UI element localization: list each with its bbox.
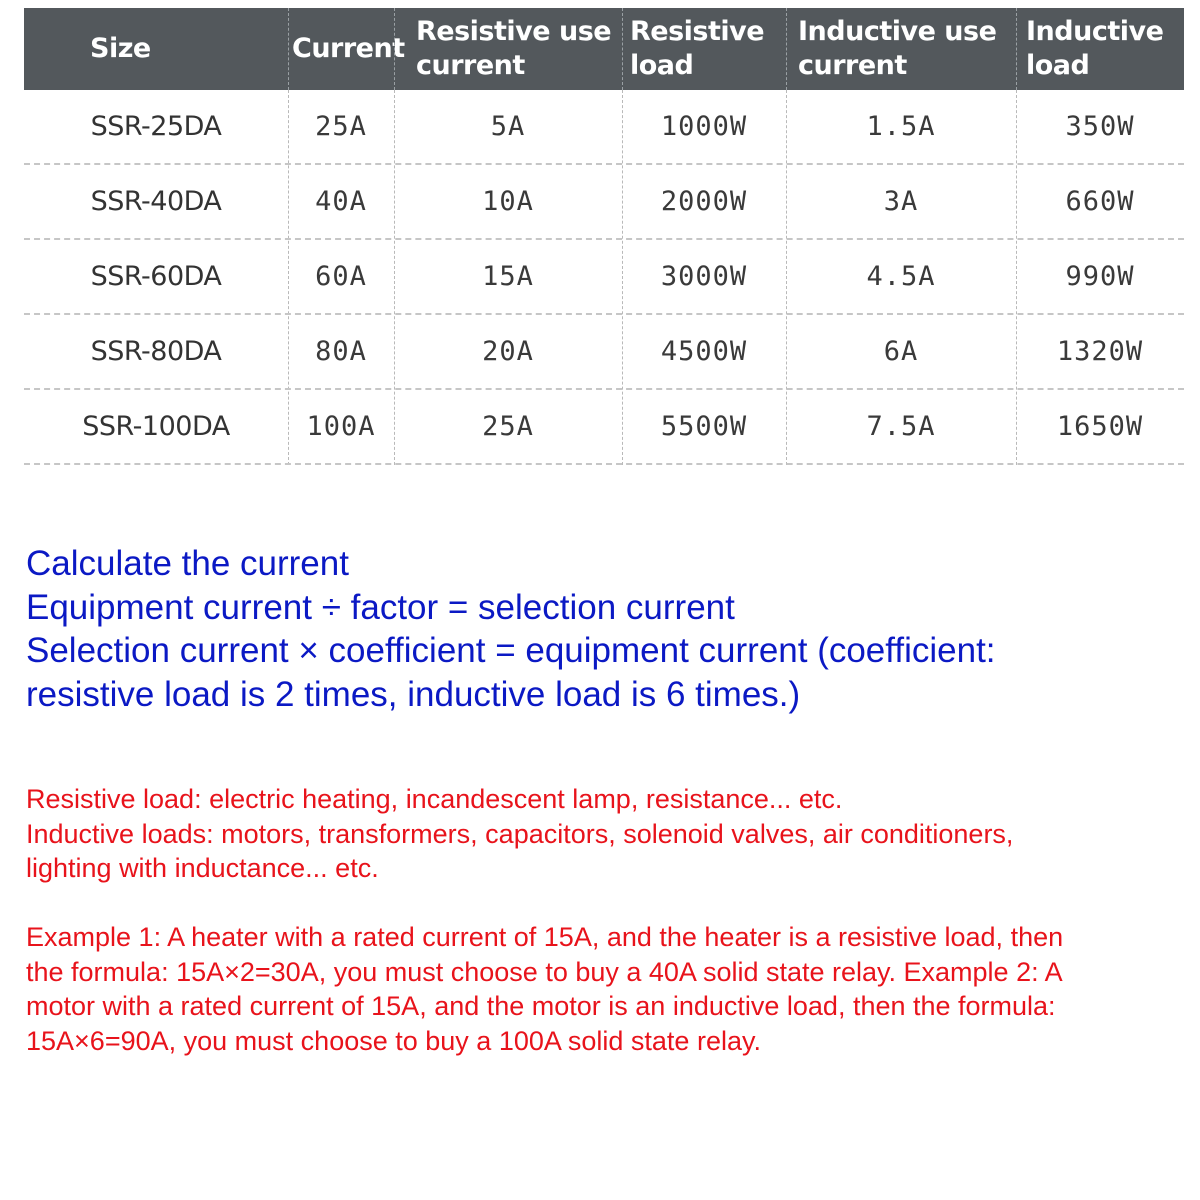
- cell-inductive-use-current: 4.5A: [866, 261, 936, 292]
- cell-inductive-load: 660W: [1065, 186, 1135, 217]
- cell-inductive-load: 350W: [1065, 111, 1135, 142]
- cell-size: SSR-25DA: [90, 111, 222, 142]
- calc-line: Selection current × coefficient = equipment current (coefficient:: [26, 631, 996, 670]
- example-line: the formula: 15A×2=30A, you must choose to buy a 40A solid state relay. Example 2: A: [26, 956, 1063, 987]
- column-divider: [394, 8, 395, 90]
- header-resistive-use-current-line2: current: [416, 50, 525, 81]
- cell-inductive-use-current: 3A: [883, 186, 919, 217]
- table-row: [24, 90, 1184, 165]
- cell-current: 25A: [315, 111, 367, 142]
- cell-size: SSR-60DA: [90, 261, 222, 292]
- table-row: [24, 240, 1184, 315]
- header-current: [292, 8, 405, 90]
- column-divider: [622, 8, 623, 90]
- cell-inductive-use-current: 1.5A: [866, 111, 936, 142]
- cell-inductive-load: 1320W: [1056, 336, 1144, 367]
- cell-size: SSR-100DA: [82, 411, 230, 442]
- cell-current: 60A: [315, 261, 367, 292]
- header-inductive-use-current-line1: Inductive use: [798, 16, 997, 47]
- cell-current: 40A: [315, 186, 367, 217]
- header-size-label: Size: [90, 33, 151, 64]
- header-inductive-load-line1: Inductive: [1026, 16, 1164, 47]
- header-resistive-load-line1: Resistive: [630, 16, 765, 47]
- column-divider: [786, 8, 787, 90]
- table-row: [24, 390, 1184, 465]
- table-body: [24, 90, 1184, 465]
- cell-current: 100A: [306, 411, 376, 442]
- header-inductive-load: [1026, 8, 1163, 90]
- load-line: Inductive loads: motors, transformers, capacitors, solenoid valves, air conditioners,: [26, 818, 1014, 849]
- cell-resistive-load: 5500W: [660, 411, 748, 442]
- header-inductive-use-current: [798, 8, 996, 90]
- header-inductive-use-current-line2: current: [798, 50, 907, 81]
- cell-inductive-use-current: 7.5A: [866, 411, 936, 442]
- column-divider: [1016, 8, 1017, 90]
- cell-resistive-use-current: 5A: [490, 111, 526, 142]
- cell-resistive-load: 3000W: [660, 261, 748, 292]
- calculation-formula: [26, 542, 1186, 716]
- cell-inductive-use-current: 6A: [883, 336, 919, 367]
- cell-size: SSR-40DA: [90, 186, 222, 217]
- header-resistive-use-current: [416, 8, 611, 90]
- column-divider: [288, 8, 289, 90]
- cell-resistive-use-current: 10A: [482, 186, 534, 217]
- header-size: [90, 8, 151, 90]
- cell-inductive-load: 1650W: [1056, 411, 1144, 442]
- ssr-spec-table: [24, 8, 1184, 465]
- header-resistive-load-line2: load: [630, 50, 694, 81]
- cell-resistive-use-current: 25A: [482, 411, 534, 442]
- calc-title: Calculate the current: [26, 544, 349, 583]
- load-types-note: [26, 782, 1186, 886]
- load-line: lighting with inductance... etc.: [26, 853, 379, 883]
- header-inductive-load-line2: load: [1026, 50, 1090, 81]
- examples-note: [26, 920, 1186, 1058]
- cell-resistive-load: 4500W: [660, 336, 748, 367]
- load-line: Resistive load: electric heating, incandescent lamp, resistance... etc.: [26, 784, 843, 814]
- header-resistive-use-current-line1: Resistive use: [416, 16, 612, 47]
- header-current-label: Current: [292, 33, 405, 64]
- example-line: 15A×6=90A, you must choose to buy a 100A solid state relay.: [26, 1025, 761, 1056]
- table-row: [24, 165, 1184, 240]
- calc-line: Equipment current ÷ factor = selection current: [26, 587, 735, 627]
- cell-current: 80A: [315, 336, 367, 367]
- header-resistive-load: [630, 8, 764, 90]
- cell-resistive-use-current: 20A: [482, 336, 534, 367]
- calc-line: resistive load is 2 times, inductive load is 6 times.): [26, 674, 801, 714]
- cell-resistive-load: 1000W: [660, 111, 748, 142]
- example-line: motor with a rated current of 15A, and the motor is an inductive load, then the formula:: [26, 991, 1056, 1021]
- cell-size: SSR-80DA: [90, 336, 222, 367]
- table-header-row: [24, 8, 1184, 90]
- table-row: [24, 315, 1184, 390]
- cell-resistive-load: 2000W: [660, 186, 748, 217]
- cell-inductive-load: 990W: [1065, 261, 1135, 292]
- cell-resistive-use-current: 15A: [482, 261, 534, 292]
- example-line: Example 1: A heater with a rated current of 15A, and the heater is a resistive load, then: [26, 922, 1064, 952]
